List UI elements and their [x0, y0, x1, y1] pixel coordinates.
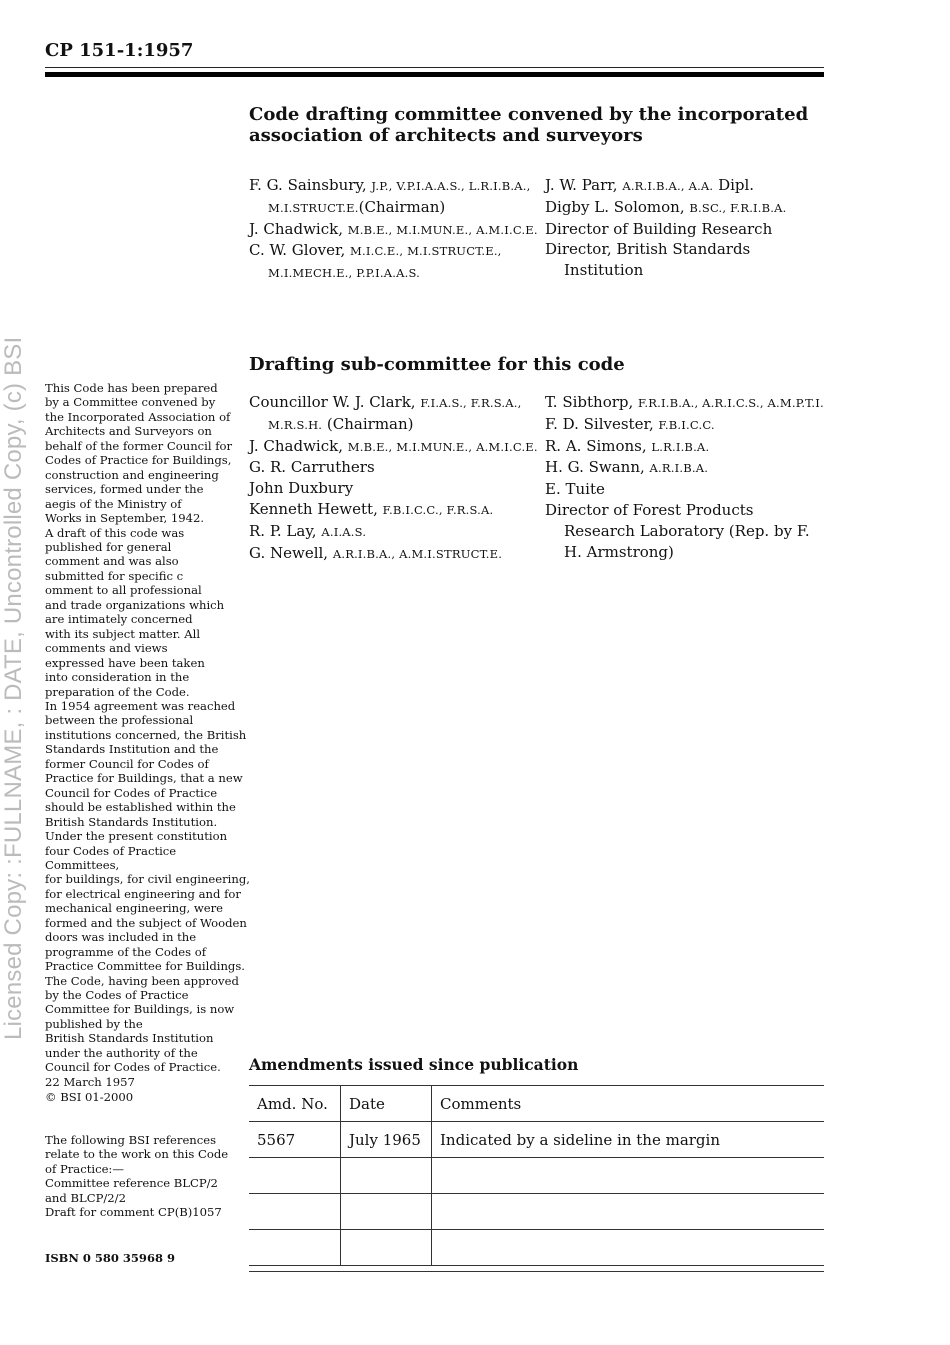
note-line: Codes of Practice for Buildings,: [45, 453, 232, 468]
note-line: institutions concerned, the British: [45, 727, 247, 742]
header-date: Date: [341, 1086, 432, 1122]
member-entry: [545, 500, 825, 562]
member-name: F. D. Silvester,: [545, 414, 659, 433]
member-qualifications: F.I.A.S., F.R.S.A., M.R.S.H.: [268, 396, 522, 432]
member-name: Digby L. Solomon,: [545, 197, 690, 216]
header-comments: Comments: [432, 1086, 825, 1122]
note-line: under the authority of the: [45, 1045, 198, 1060]
licence-watermark: Licensed Copy: :FULLNAME, : DATE, Uncontrolled Copy, (c) BSI: [0, 336, 27, 1040]
note-line: published for general: [45, 539, 172, 554]
member-qualifications: F.R.I.B.A., A.R.I.C.S., A.M.P.T.I.: [638, 396, 824, 410]
bsi-references: [45, 1133, 250, 1220]
member-entry: [545, 219, 825, 240]
member-name: J. Chadwick,: [249, 219, 348, 238]
note-line: with its subject matter. All: [45, 626, 201, 641]
footer-rule: [249, 1271, 824, 1272]
subcommittee-members-right: [545, 392, 825, 562]
preparation-note: [45, 381, 250, 1089]
member-entry: [249, 436, 539, 458]
member-entry: [249, 219, 539, 241]
member-name: R. A. Simons,: [545, 436, 652, 455]
member-entry: [545, 239, 825, 281]
table-row: [249, 1158, 824, 1194]
amendments-title: Amendments issued since publication: [249, 1055, 579, 1074]
member-qualifications: A.R.I.B.A., A.A.: [622, 179, 714, 193]
note-line: programme of the Codes of: [45, 944, 207, 959]
note-line: A draft of this code was: [45, 525, 185, 540]
note-line: British Standards Institution: [45, 1031, 214, 1046]
member-entry: [545, 479, 825, 500]
copyright-notice: © BSI 01-2000: [45, 1090, 134, 1104]
subcommittee-members-left: [249, 392, 539, 564]
member-note: Dipl.: [713, 176, 755, 194]
note-line: of Practice:—: [45, 1161, 124, 1176]
note-line: into consideration in the: [45, 670, 190, 685]
member-entry: [249, 543, 539, 565]
member-name: Director, British Standards Institution: [545, 240, 751, 280]
note-line: Committee for Buildings, is now: [45, 1002, 235, 1017]
member-name: F. G. Sainsbury,: [249, 176, 372, 194]
note-line: expressed have been taken: [45, 655, 205, 670]
member-qualifications: A.I.A.S.: [321, 524, 367, 539]
note-line: behalf of the former Council for: [45, 438, 233, 453]
note-line: In 1954 agreement was reached: [45, 698, 236, 713]
note-line: for electrical engineering and for: [45, 886, 241, 901]
note-line: omment to all professional: [45, 583, 202, 598]
document-code: CP 151-1:1957: [45, 40, 194, 61]
note-line: comments and views: [45, 641, 168, 656]
note-line: aegis of the Ministry of: [45, 496, 182, 511]
amendments-table: [249, 1085, 824, 1266]
member-entry: [545, 414, 825, 436]
header-rule-thick: [45, 72, 824, 77]
member-qualifications: M.I.C.E., M.I.STRUCT.E., M.I.MECH.E., P.P.I.A.A.S.: [268, 244, 502, 281]
note-line: Practice for Buildings, that a new: [45, 771, 243, 786]
note-line: Council for Codes of Practice.: [45, 1060, 221, 1075]
note-line: relate to the work on this Code: [45, 1147, 229, 1162]
note-line: mechanical engineering, were: [45, 901, 224, 916]
member-entry: [249, 521, 539, 543]
note-line: British Standards Institution.: [45, 814, 218, 829]
note-line: Under the present constitution: [45, 829, 228, 844]
member-entry: [545, 457, 825, 479]
member-name: G. Newell,: [249, 543, 333, 562]
note-line: the Incorporated Association of: [45, 409, 231, 424]
member-name: G. R. Carruthers: [249, 458, 375, 477]
cell-comments: [432, 1158, 825, 1194]
note-line: submitted for specific c: [45, 568, 184, 583]
member-name: T. Sibthorp,: [545, 393, 639, 411]
note-line: published by the: [45, 1016, 143, 1031]
member-name: Kenneth Hewett,: [249, 499, 383, 518]
isbn: ISBN 0 580 35968 9: [45, 1251, 175, 1265]
note-line: doors was included in the: [45, 930, 197, 945]
member-entry: [249, 478, 539, 499]
member-qualifications: F.B.I.C.C.: [658, 417, 715, 432]
member-qualifications: A.R.I.B.A.: [649, 461, 709, 476]
member-name: John Duxbury: [249, 479, 354, 498]
note-line: Works in September, 1942.: [45, 511, 205, 526]
member-note: (Chairman): [322, 414, 414, 433]
header-amd-no: Amd. No.: [249, 1086, 341, 1122]
committee-title-line-1: Code drafting committee convened by the incorporated: [249, 104, 809, 125]
note-line: This Code has been prepared: [45, 381, 218, 395]
note-line: Committee reference BLCP/2: [45, 1176, 218, 1191]
member-name: J. W. Parr,: [545, 176, 623, 194]
note-line: Standards Institution and the: [45, 742, 219, 757]
member-qualifications: A.R.I.B.A., A.M.I.STRUCT.E.: [332, 546, 503, 561]
cell-date: July 1965: [341, 1122, 432, 1158]
cell-date: [341, 1230, 432, 1266]
member-entry: [545, 436, 825, 458]
member-entry: [545, 175, 825, 197]
cell-amd-no: 5567: [249, 1122, 341, 1158]
table-row: [249, 1230, 824, 1266]
member-name: R. P. Lay,: [249, 521, 322, 540]
member-note: (Chairman): [358, 197, 446, 216]
note-line: The following BSI references: [45, 1133, 217, 1147]
note-line: services, formed under the: [45, 482, 204, 497]
cell-date: [341, 1194, 432, 1230]
subcommittee-title: Drafting sub-committee for this code: [249, 354, 625, 375]
note-line: four Codes of Practice Committees,: [45, 843, 177, 872]
member-entry: [545, 392, 825, 414]
member-name: J. Chadwick,: [249, 436, 348, 455]
member-qualifications: F.B.I.C.C., F.R.S.A.: [382, 502, 494, 517]
note-line: comment and was also: [45, 554, 179, 569]
cell-amd-no: [249, 1230, 341, 1266]
table-row: [249, 1194, 824, 1230]
note-line: and BLCP/2/2: [45, 1190, 126, 1205]
note-line: between the professional: [45, 713, 194, 728]
note-line: and trade organizations which: [45, 597, 225, 612]
note-line: Architects and Surveyors on: [45, 424, 212, 439]
member-name: Director of Building Research: [545, 219, 773, 238]
committee-title: [249, 104, 819, 146]
note-line: for buildings, for civil engineering,: [45, 872, 250, 887]
committee-members-left: [249, 175, 539, 284]
member-name: C. W. Glover,: [249, 241, 351, 260]
member-entry: [249, 392, 539, 436]
header-rule-thin: [45, 67, 824, 68]
note-line: Practice Committee for Buildings.: [45, 959, 245, 974]
note-line: construction and engineering: [45, 467, 219, 482]
note-line: formed and the subject of Wooden: [45, 915, 247, 930]
member-name: Councillor W. J. Clark,: [249, 393, 421, 411]
note-line: 22 March 1957: [45, 1074, 135, 1089]
note-line: former Council for Codes of: [45, 756, 209, 771]
member-qualifications: M.B.E., M.I.MUN.E., A.M.I.C.E.: [347, 222, 538, 237]
member-entry: [249, 457, 539, 478]
cell-amd-no: [249, 1194, 341, 1230]
note-line: should be established within the: [45, 800, 236, 815]
cell-comments: [432, 1230, 825, 1266]
member-entry: [545, 197, 825, 219]
member-name: Director of Forest Products Research Laboratory (Rep. by F. H. Armstrong): [545, 500, 810, 561]
cell-amd-no: [249, 1158, 341, 1194]
member-name: H. G. Swann,: [545, 458, 650, 477]
member-qualifications: M.B.E., M.I.MUN.E., A.M.I.C.E.: [347, 439, 538, 454]
note-line: by the Codes of Practice: [45, 988, 189, 1003]
member-qualifications: L.R.I.B.A.: [651, 439, 710, 454]
note-line: are intimately concerned: [45, 612, 193, 627]
cell-comments: [432, 1194, 825, 1230]
committee-title-line-2: association of architects and surveyors: [249, 125, 643, 146]
member-qualifications: J.P., V.P.I.A.A.S., L.R.I.B.A., M.I.STRUCT.E.: [268, 179, 531, 215]
table-row: [249, 1122, 824, 1158]
note-line: preparation of the Code.: [45, 684, 190, 699]
note-line: Council for Codes of Practice: [45, 785, 218, 800]
note-line: by a Committee convened by: [45, 395, 216, 410]
member-entry: [249, 175, 539, 219]
member-qualifications: B.SC., F.R.I.B.A.: [689, 200, 787, 215]
note-line: The Code, having been approved: [45, 973, 239, 988]
note-line: Draft for comment CP(B)1057: [45, 1205, 222, 1220]
cell-comments: Indicated by a sideline in the margin: [432, 1122, 825, 1158]
member-entry: [249, 240, 539, 284]
member-entry: [249, 499, 539, 521]
cell-date: [341, 1158, 432, 1194]
amendments-header-row: [249, 1086, 824, 1122]
member-name: E. Tuite: [545, 480, 605, 499]
committee-members-right: [545, 175, 825, 281]
